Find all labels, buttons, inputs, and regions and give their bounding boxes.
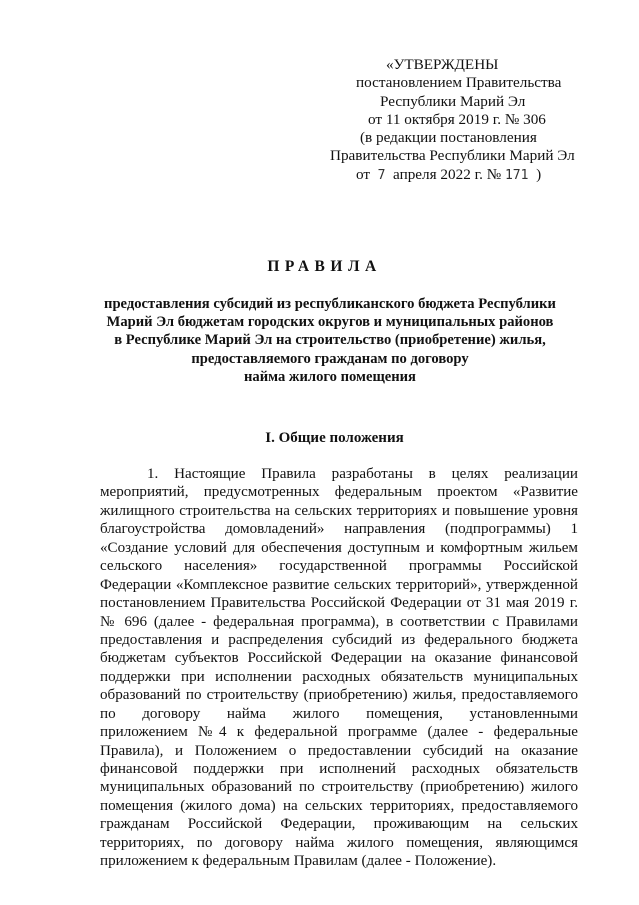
paragraph-line: Федерации «Комплексное развитие сельских территорий», утвержденной — [100, 576, 578, 593]
paragraph-line: приложением №4 к федеральной программе (далее - федеральные — [100, 724, 578, 741]
subtitle-line: в Республике Марий Эл на строительство (приобретение) жилья, — [114, 332, 546, 349]
subtitle-line: предоставляемого гражданам по договору — [191, 350, 469, 367]
approval-suffix: ) — [536, 165, 542, 183]
approval-line: от 11 октября 2019 г. № 306 — [368, 110, 546, 128]
paragraph-line: поддержки при исполнении расходных обязательств муниципальных — [100, 668, 578, 685]
approval-middle: апреля 2022 г. № — [393, 165, 502, 183]
paragraph-1 — [100, 465, 578, 871]
approval-revision-date-line — [300, 166, 600, 185]
handwritten-day: 7 — [377, 167, 386, 183]
paragraph-line: предоставления и распределения субсидий из федерального бюджета — [100, 631, 578, 648]
paragraph-line: помещения (жилого дома) на сельских территориях, предоставляемого — [100, 797, 578, 814]
paragraph-line: приложением к федеральным Правилам (далее - Положение). — [100, 853, 497, 870]
paragraph-line: финансовой поддержки при исполнений расходных обязательств — [100, 761, 578, 777]
subtitle-line: Марий Эл бюджетам городских округов и муниципальных районов — [106, 314, 554, 331]
paragraph-line: мероприятий, предусмотренных федеральным проектом «Развитие — [100, 484, 578, 501]
paragraph-line: «Создание условий для обеспечения доступным и комфортным жильем — [100, 539, 578, 556]
paragraph-line: бюджетам субъектов Российской Федерации на оказание финансовой — [100, 650, 578, 667]
paragraph-line: по договору найма жилого помещения, установленными — [100, 705, 578, 722]
paragraph-line: жилищного строительства на сельских территориях и повышение уровня — [100, 502, 578, 519]
approval-line: «УТВЕРЖДЕНЫ — [386, 56, 499, 73]
approval-line: Правительства Республики Марий Эл — [330, 147, 575, 165]
approval-line: постановлением Правительства — [356, 74, 562, 92]
subtitle-line: найма жилого помещения — [244, 368, 416, 385]
document-title: ПРАВИЛА — [267, 258, 382, 275]
paragraph-line: гражданам Российской Федерации, проживающим на сельских — [100, 816, 578, 833]
document-subtitle — [100, 295, 560, 386]
approval-stamp-block — [300, 56, 600, 185]
paragraph-line: образований по строительству (приобретению) жилья, предоставляемого — [100, 687, 578, 704]
paragraph-line: территориях, по договору найма жилого помещения, являющимся — [100, 834, 578, 851]
paragraph-line: постановлением Правительства Российской Федерации от 31 мая 2019 г. — [100, 595, 578, 612]
paragraph-line: Правила), и Положением о предоставлении субсидий на оказание — [100, 742, 578, 759]
section-heading: I. Общие положения — [265, 430, 404, 446]
approval-prefix: от — [356, 165, 371, 183]
paragraph-line: сельского населения» государственной программы Российской — [100, 558, 578, 575]
paragraph-line: благоустройства домовладений» направления (подпрограммы) 1 — [100, 521, 578, 538]
paragraph-line: муниципальных образований по строительству (приобретению) жилого — [100, 779, 578, 796]
handwritten-number: 171 — [504, 167, 529, 183]
approval-line: (в редакции постановления — [360, 129, 537, 147]
approval-line: Республики Марий Эл — [380, 92, 526, 110]
paragraph-line: 1. Настоящие Правила разработаны в целях реализации — [147, 466, 578, 482]
paragraph-line: № 696 (далее - федеральная программа), в соответствии с Правилами — [100, 613, 578, 630]
subtitle-line: предоставления субсидий из республиканского бюджета Республики — [104, 296, 556, 312]
